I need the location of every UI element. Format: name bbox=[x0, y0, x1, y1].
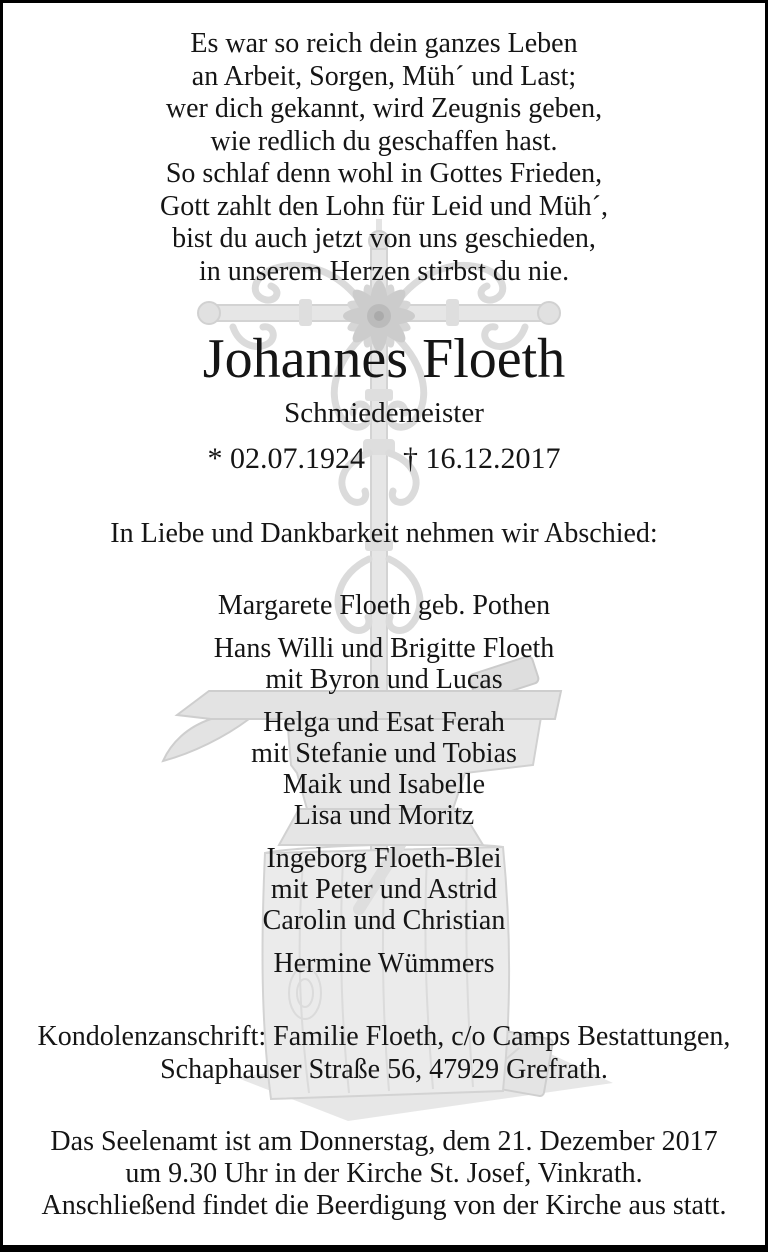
mourner-line: mit Byron und Lucas bbox=[265, 664, 503, 695]
poem-line: bist du auch jetzt von uns geschieden, bbox=[172, 223, 596, 254]
service-line: Das Seelenamt ist am Donnerstag, dem 21. Dezember 2017 bbox=[50, 1126, 718, 1157]
notice-content bbox=[3, 3, 765, 1222]
funeral-service-info bbox=[3, 1126, 765, 1222]
deceased-profession: Schmiedemeister bbox=[284, 397, 484, 429]
condolence-line: Schaphauser Straße 56, 47929 Grefrath. bbox=[160, 1054, 608, 1085]
poem-line: Es war so reich dein ganzes Leben bbox=[190, 28, 578, 59]
mourner-line: Lisa und Moritz bbox=[293, 800, 475, 831]
mourner-line: Hans Willi und Brigitte Floeth bbox=[213, 633, 555, 664]
mourner-group bbox=[3, 590, 765, 621]
condolence-line: Kondolenzanschrift: Familie Floeth, c/o Camps Bestattungen, bbox=[37, 1021, 731, 1052]
poem-line: an Arbeit, Sorgen, Müh´ und Last; bbox=[191, 60, 577, 92]
mourner-line: Ingeborg Floeth-Blei bbox=[266, 843, 502, 874]
poem-line: So schlaf denn wohl in Gottes Frieden, bbox=[165, 158, 603, 189]
poem-line: in unserem Herzen stirbst du nie. bbox=[198, 255, 570, 287]
mourner-line: mit Peter und Astrid bbox=[270, 874, 498, 905]
service-line: um 9.30 Uhr in der Kirche St. Josef, Vinkrath. bbox=[125, 1158, 643, 1189]
mourner-line: Margarete Floeth geb. Pothen bbox=[217, 590, 551, 621]
poem-line: wie redlich du geschaffen hast. bbox=[210, 125, 558, 157]
service-line: Anschließend findet die Beerdigung von der Kirche aus statt. bbox=[41, 1190, 727, 1221]
poem-line: wer dich gekannt, wird Zeugnis geben, bbox=[165, 93, 603, 124]
mourner-line: Carolin und Christian bbox=[262, 905, 506, 936]
poem-line: Gott zahlt den Lohn für Leid und Müh´, bbox=[160, 190, 608, 222]
farewell-line: In Liebe und Dankbarkeit nehmen wir Abschied: bbox=[110, 518, 658, 549]
life-dates bbox=[3, 442, 765, 476]
mourner-line: Hermine Wümmers bbox=[273, 948, 495, 979]
death-date: † 16.12.2017 bbox=[403, 442, 561, 475]
condolence-address bbox=[3, 1020, 765, 1086]
mourners-list bbox=[3, 590, 765, 979]
mourner-group bbox=[3, 843, 765, 936]
mourner-group bbox=[3, 707, 765, 831]
mourner-group bbox=[3, 633, 765, 695]
birth-date: * 02.07.1924 bbox=[207, 442, 365, 475]
mourner-line: Helga und Esat Ferah bbox=[263, 707, 505, 738]
deceased-name: Johannes Floeth bbox=[202, 328, 566, 390]
mourner-line: Maik und Isabelle bbox=[282, 769, 486, 800]
mourner-group bbox=[3, 948, 765, 979]
memorial-poem bbox=[3, 3, 765, 288]
mourner-line: mit Stefanie und Tobias bbox=[251, 738, 517, 769]
